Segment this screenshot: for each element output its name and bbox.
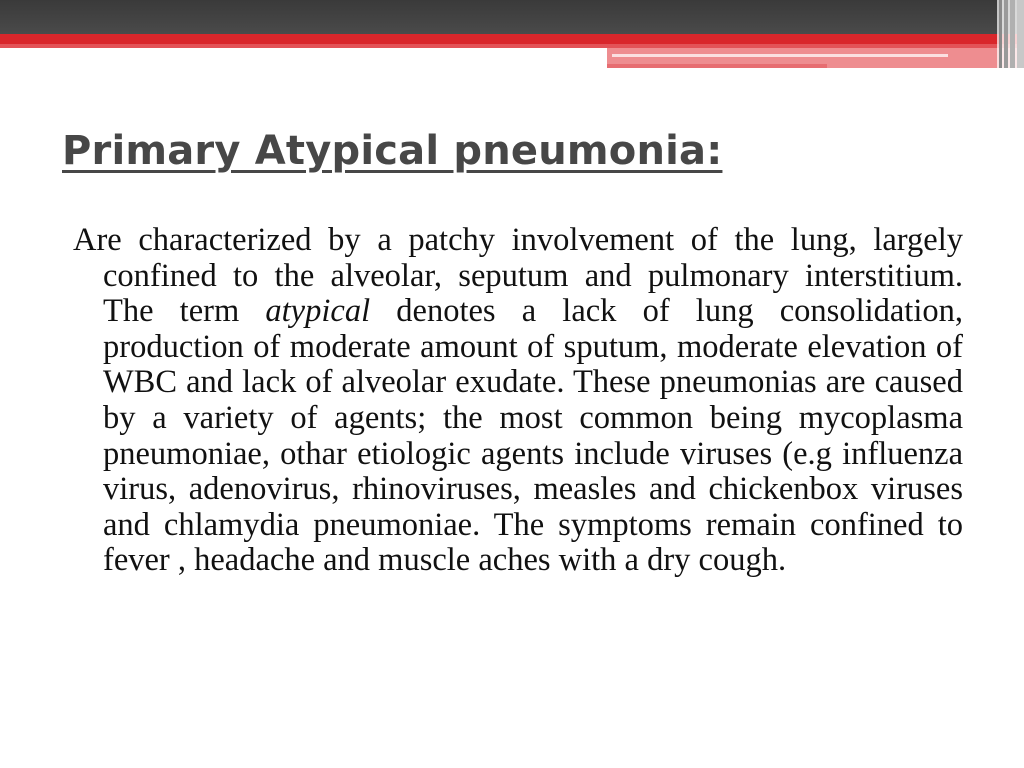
body-text-part-2: denotes a lack of lung consolidation, production of moderate amount of sputum, moderate elevation of WBC and lack of alveolar exudate. These pneumonias are caused by a variety of agents; the most common being mycoplasma pneumoniae, othar etiologic agents include viruses (e.g influenza virus, adenovirus, rhinoviruses, measles and chickenbox viruses and chlamydia pneumoniae. The symptoms remain confined to fever , headache and muscle aches with a dry cough.	[103, 293, 963, 579]
body-text-part-1: Are characterized by a patchy involvement of the lung, largely confined to the alveolar, seputum and pulmonary interstitium. The term	[73, 222, 963, 330]
header-pink-lower-bar	[607, 64, 827, 68]
body-paragraph	[73, 222, 963, 579]
body-text-italic-term: atypical	[265, 293, 371, 330]
header-pink-highlight	[612, 54, 948, 57]
slide-title: Primary Atypical pneumonia:	[62, 128, 723, 174]
header-dark-bar	[0, 0, 1024, 34]
header-stripes-decoration	[994, 0, 1024, 68]
